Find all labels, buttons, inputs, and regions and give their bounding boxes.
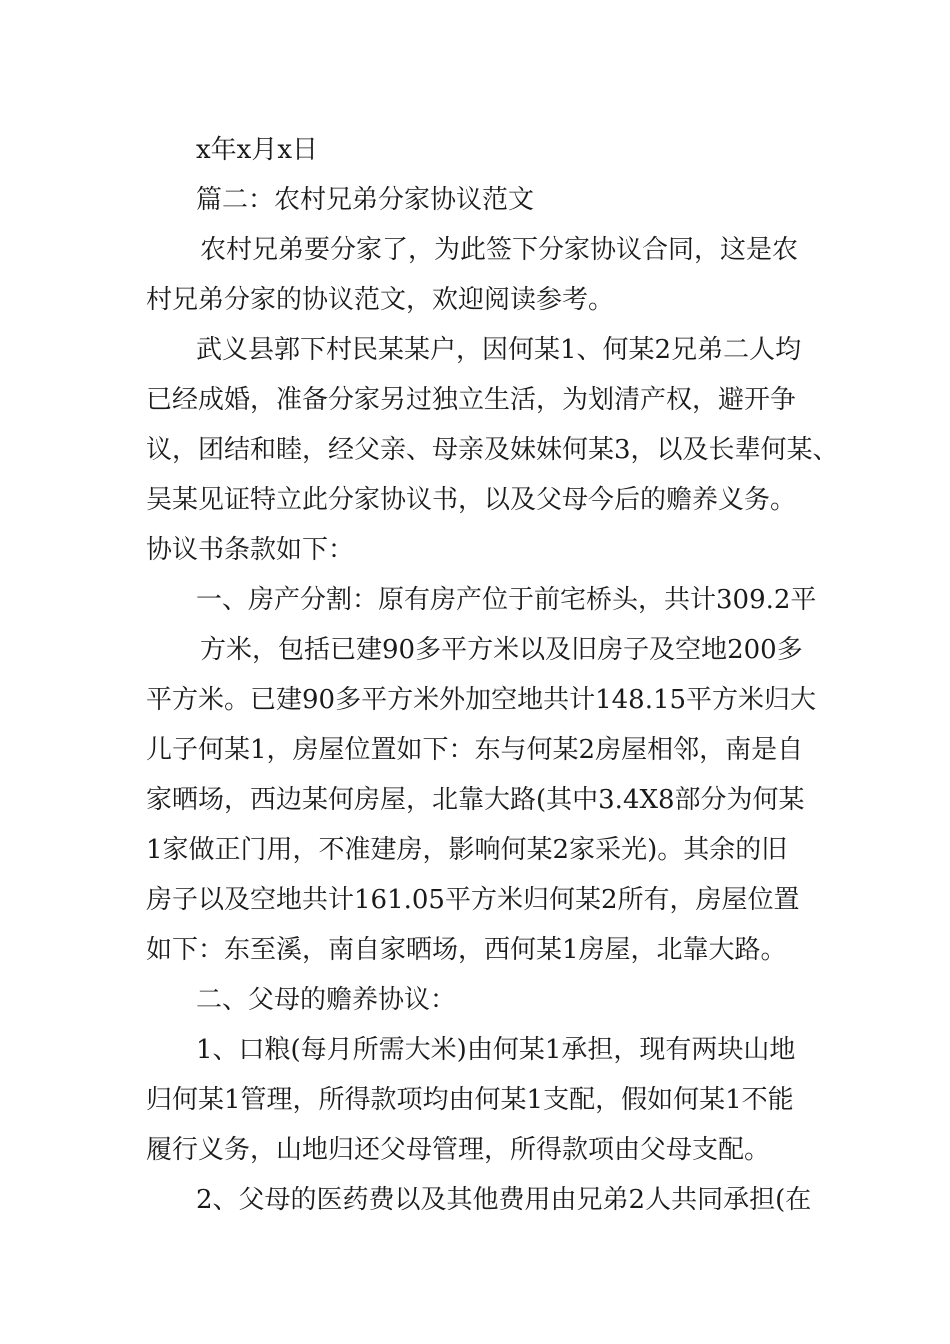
clause-line: 2、父母的医药费以及其他费用由兄弟2人共同承担(在 [196,1185,812,1215]
clause-line: 归何某1管理，所得款项均由何某1支配，假如何某1不能 [146,1085,794,1115]
intro-line: 农村兄弟要分家了，为此签下分家协议合同，这是农 [200,235,799,265]
body-line: 已经成婚，准备分家另过独立生活，为划清产权，避开争 [146,385,797,415]
clause-line: 如下：东至溪，南自家晒场，西何某1房屋，北靠大路。 [146,935,787,965]
clause-line: 1家做正门用，不准建房，影响何某2家采光)。其余的旧 [146,835,788,865]
clause-line: 家晒场，西边某何房屋，北靠大路(其中3.4X8部分为何某 [146,785,805,815]
clause-line: 方米，包括已建90多平方米以及旧房子及空地200多 [200,635,803,665]
clause-line: 一、房产分割：原有房产位于前宅桥头，共计309.2平 [196,585,817,615]
clause-line: 房子以及空地共计161.05平方米归何某2所有，房屋位置 [146,885,800,915]
intro-line: 村兄弟分家的协议范文，欢迎阅读参考。 [146,285,615,315]
clause-intro-line: 协议书条款如下： [146,535,355,565]
body-line: 议，团结和睦，经父亲、母亲及妹妹何某3，以及长辈何某、 [146,435,839,465]
section-heading: 篇二：农村兄弟分家协议范文 [196,185,535,215]
clause-line: 履行义务，山地归还父母管理，所得款项由父母支配。 [146,1135,771,1165]
clause-heading: 二、父母的赡养协议： [196,985,457,1015]
body-line: 吴某见证特立此分家协议书，以及父母今后的赡养义务。 [146,485,797,515]
clause-line: 平方米。已建90多平方米外加空地共计148.15平方米归大 [146,685,817,715]
date-line: x年x月x日 [196,135,318,165]
clause-line: 1、口粮(每月所需大米)由何某1承担，现有两块山地 [196,1035,796,1065]
clause-line: 儿子何某1，房屋位置如下：东与何某2房屋相邻，南是自 [146,735,804,765]
body-line: 武义县郭下村民某某户，因何某1、何某2兄弟二人均 [196,335,802,365]
